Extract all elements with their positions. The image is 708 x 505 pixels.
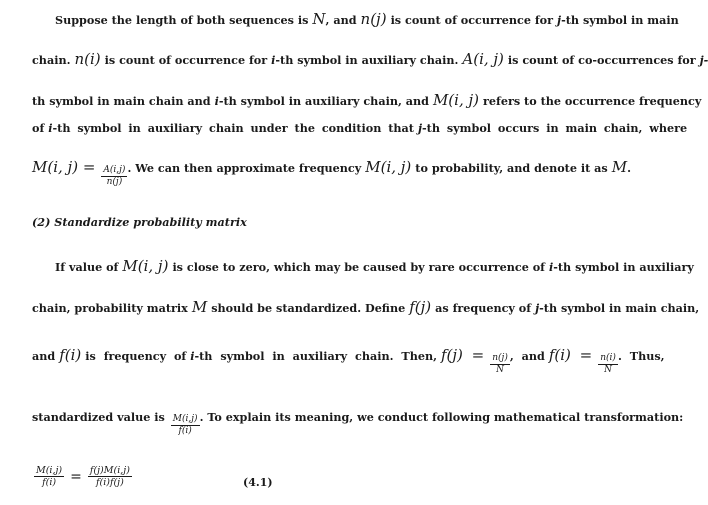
numerator: n(j) [492,353,508,363]
text: -th symbol in auxiliary chain. Then, [194,349,437,363]
text-i: i [271,53,276,67]
math-fj-eq: f(j) = [441,346,485,364]
text: Suppose the length of both sequences is [55,13,309,27]
text: of [32,121,45,135]
text: If value of [55,260,119,274]
text-hyphen: - [703,53,708,67]
text: . [627,161,631,175]
math-ni: n(i) [74,50,101,68]
text: -th symbol in auxiliary [553,260,694,274]
para1-line5 [32,158,662,188]
fraction-M-over-fi [171,414,200,437]
para1-line1 [55,10,685,28]
equation-number: (4.1) [243,476,273,489]
text: and [32,349,56,363]
text-i: i [48,121,53,135]
para2-line1 [55,257,694,275]
text: chain. [32,53,71,67]
denominator: n(j) [106,177,123,187]
section-heading [32,215,662,229]
text: to probability, and denote it as [415,161,608,175]
text: -th symbol occurs in main chain, where [422,121,688,135]
text: , and [325,13,357,27]
heading-text: (2) Standardize probability matrix [32,215,247,229]
equals-sign: = [70,468,82,485]
fraction-A-over-n [101,165,127,188]
text: should be standardized. Define [211,301,406,315]
denominator: N [496,365,504,375]
math-fi-eq: f(i) = [548,346,593,364]
text-j: j [535,301,540,315]
numerator: M(i,j) [36,465,63,476]
text: . Thus, [617,349,665,363]
equation-4-1 [32,465,134,488]
math-Mij: M(i, j) [122,257,169,275]
text-i: i [190,349,195,363]
equation-lhs [34,465,64,488]
text-i: i [214,94,219,108]
text: -th symbol in main [561,13,679,27]
numerator: M(i,j) [172,414,198,424]
para1-line3 [32,91,702,109]
math-Aij: A(i, j) [462,50,504,68]
denominator: f(i) [42,477,57,488]
text-j: j [417,121,423,135]
text: is count of co-occurrences for [507,53,696,67]
text: . We can then approximate frequency [127,161,362,175]
numerator: n(i) [600,353,616,363]
math-Mij: M(i, j) [432,91,480,109]
text: -th symbol in auxiliary chain under the condition that [52,121,414,135]
para2-line4 [32,410,684,437]
denominator: f(i)f(j) [95,477,124,488]
para2-line2 [32,298,700,316]
text: th symbol in main chain and [32,94,211,108]
fraction-nj-over-N [490,353,510,376]
text: chain, probability matrix [32,301,188,315]
denominator: f(i) [178,426,192,436]
math-fi: f(i) [59,346,82,364]
text: standardized value is [32,410,165,424]
math-M: M [611,158,628,176]
text: as frequency of [435,301,532,315]
text: is close to zero, which may be caused by rare occurrence of [172,260,545,274]
text: -th symbol in auxiliary chain, and [218,94,429,108]
math-M: M [191,298,208,316]
text: -th symbol in auxiliary chain. [275,53,459,67]
text: is count of occurrence for [104,53,268,67]
math-N: N [312,10,326,28]
text: . To explain its meaning, we conduct following mathematical transformation: [199,410,684,424]
para1-line4 [32,121,688,135]
text-j: j [699,53,704,67]
numerator: A(i,j) [103,165,126,175]
text-i: i [549,260,554,274]
para1-line2 [32,50,708,68]
text: refers to the occurrence frequency [483,94,702,108]
text: is count of occurrence for [390,13,554,27]
text: , and [509,349,545,363]
denominator: N [604,365,613,375]
equation-rhs [88,465,132,488]
text-j: j [557,13,562,27]
math-Mij: M(i, j) [365,158,412,176]
text: is frequency of [85,349,187,363]
text: -th symbol in main chain, [539,301,700,315]
fraction-ni-over-N [598,353,618,376]
numerator: f(j)M(i,j) [89,465,130,476]
math-Mij-eq: M(i, j) = [32,158,96,176]
math-nj: n(j) [360,10,387,28]
para2-line3 [32,346,665,376]
math-fj: f(j) [409,298,432,316]
